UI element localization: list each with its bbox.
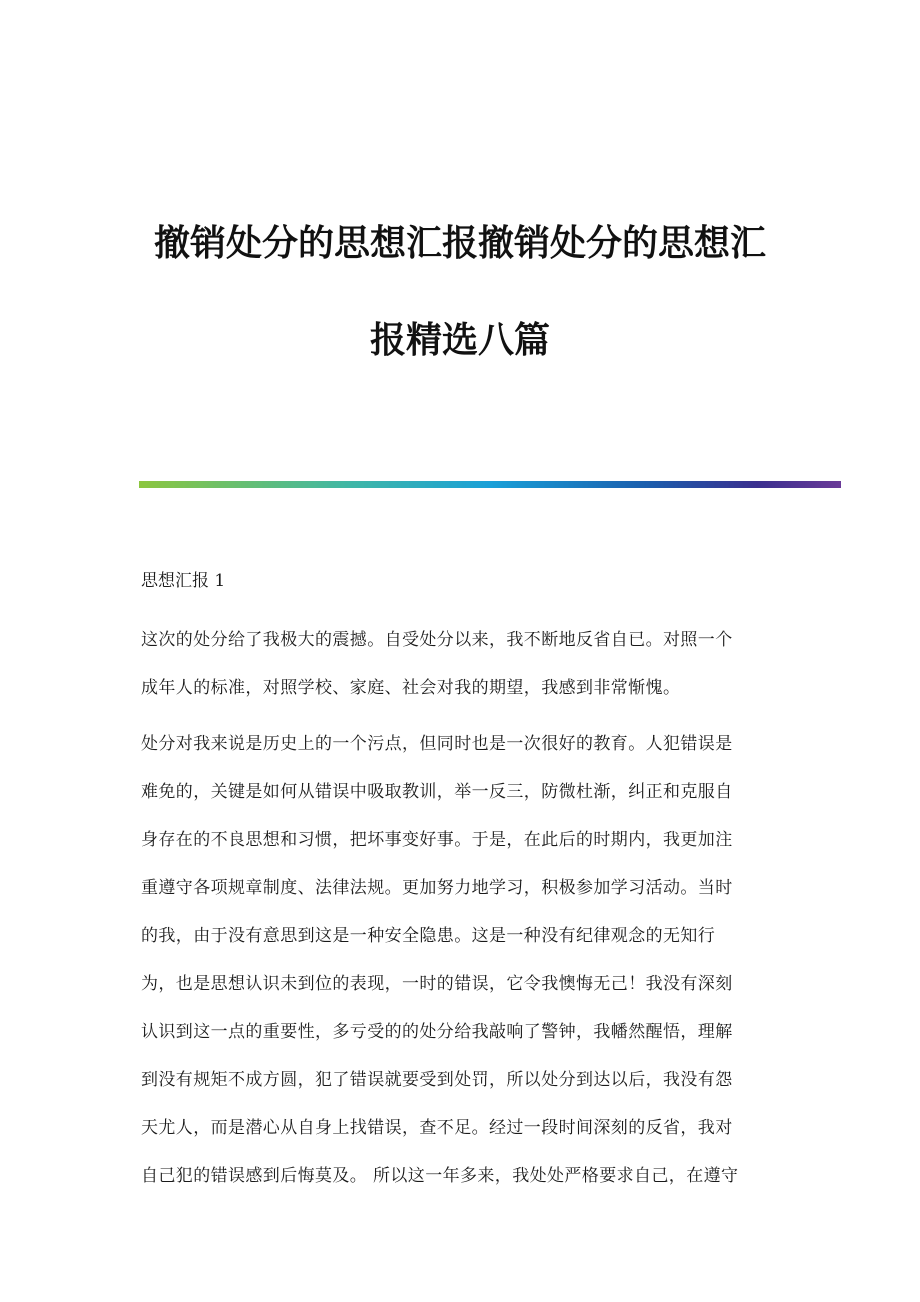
document-title-line-2: 报精选八篇 — [369, 320, 550, 361]
paragraph-line: 重遵守各项规章制度、法律法规。更加努力地学习，积极参加学习活动。当时 — [141, 878, 733, 898]
paragraph-line: 到没有规矩不成方圆，犯了错误就要受到处罚，所以处分到达以后，我没有怨 — [141, 1070, 733, 1090]
paragraph-line: 身存在的不良思想和习惯，把坏事变好事。于是，在此后的时期内，我更加注 — [141, 830, 733, 850]
paragraph-line: 为，也是思想认识未到位的表现，一时的错误，它令我懊悔无己！我没有深刻 — [141, 974, 733, 994]
gradient-divider — [139, 481, 841, 488]
paragraph-line: 难免的，关键是如何从错误中吸取教训，举一反三，防微杜渐，纠正和克服自 — [141, 782, 733, 802]
paragraph-line: 成年人的标准，对照学校、家庭、社会对我的期望，我感到非常惭愧。 — [141, 678, 681, 698]
section-heading: 思想汇报 1 — [141, 571, 226, 591]
paragraph-line: 这次的处分给了我极大的震撼。自受处分以来，我不断地反省自已。对照一个 — [141, 630, 733, 650]
paragraph-line: 天尤人，而是潜心从自身上找错误，查不足。经过一段时间深刻的反省，我对 — [141, 1118, 733, 1138]
paragraph-line: 的我，由于没有意思到这是一种安全隐患。这是一种没有纪律观念的无知行 — [141, 926, 716, 946]
document-title-line-1: 撤销处分的思想汇报撤销处分的思想汇 — [153, 223, 766, 264]
paragraph-line: 处分对我来说是历史上的一个污点，但同时也是一次很好的教育。人犯错误是 — [141, 734, 733, 754]
paragraph-line: 认识到这一点的重要性，多亏受的的处分给我敲响了警钟，我幡然醒悟，理解 — [141, 1022, 733, 1042]
paragraph-line: 自己犯的错误感到后悔莫及。 所以这一年多来，我处处严格要求自己，在遵守 — [141, 1166, 739, 1186]
